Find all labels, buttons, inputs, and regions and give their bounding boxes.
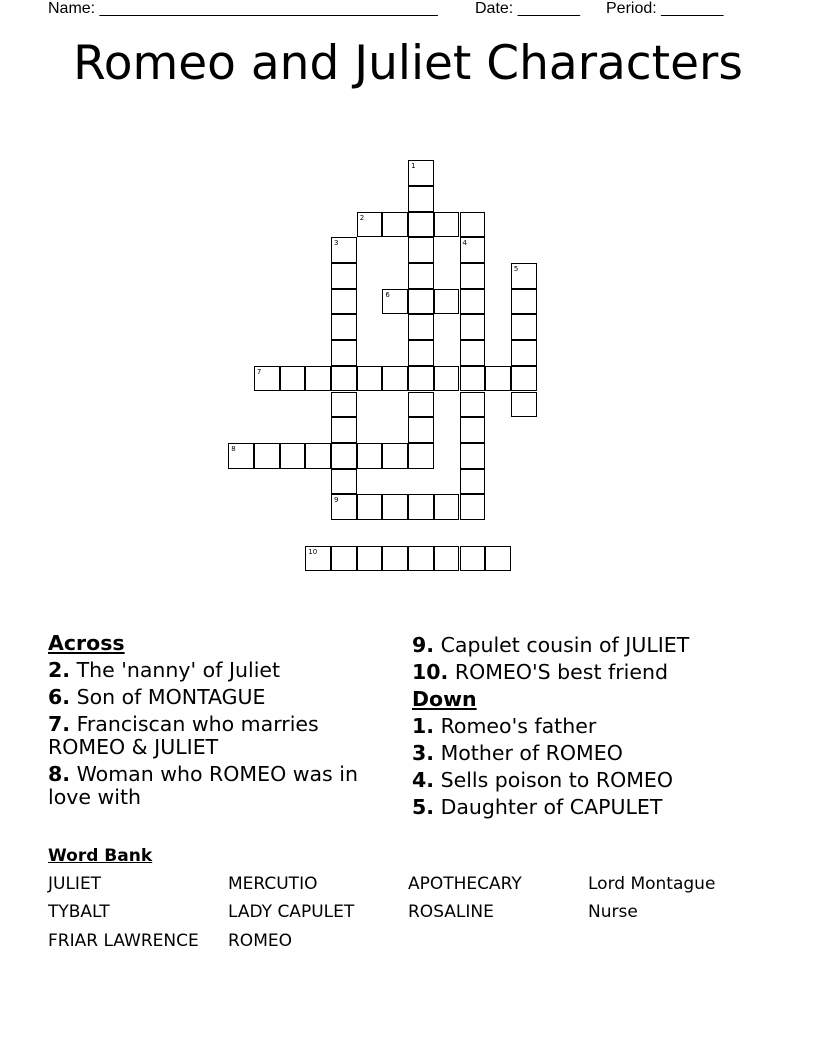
crossword-cell[interactable] bbox=[280, 443, 306, 469]
down-heading: Down bbox=[412, 687, 477, 711]
crossword-cell[interactable] bbox=[408, 340, 434, 366]
crossword-cell[interactable] bbox=[408, 263, 434, 289]
crossword-cell[interactable] bbox=[357, 494, 383, 520]
clue-item bbox=[412, 715, 772, 738]
crossword-cell[interactable] bbox=[331, 494, 357, 520]
clue-text: Sells poison to ROMEO bbox=[434, 768, 674, 792]
clue-number-label: 1. bbox=[412, 714, 435, 738]
crossword-cell[interactable] bbox=[408, 494, 434, 520]
clue-text: The 'nanny' of Juliet bbox=[70, 658, 281, 682]
crossword-cell[interactable] bbox=[254, 366, 280, 392]
clue-item bbox=[48, 763, 388, 809]
crossword-cell[interactable] bbox=[331, 340, 357, 366]
clue-number-label: 6. bbox=[48, 685, 71, 709]
clue-number-label: 7. bbox=[48, 712, 71, 736]
word-bank-entry: ROSALINE bbox=[408, 902, 494, 922]
across-heading: Across bbox=[48, 631, 125, 655]
crossword-cell[interactable] bbox=[408, 314, 434, 340]
across-clue-list-continued bbox=[412, 634, 772, 684]
clue-number: 10 bbox=[308, 547, 318, 556]
clue-text: Romeo's father bbox=[434, 714, 597, 738]
clue-number-label: 8. bbox=[48, 762, 71, 786]
crossword-cell[interactable] bbox=[408, 443, 434, 469]
crossword-cell[interactable] bbox=[511, 314, 537, 340]
crossword-cell[interactable] bbox=[331, 314, 357, 340]
crossword-cell[interactable] bbox=[511, 392, 537, 418]
clue-number: 1 bbox=[411, 162, 416, 171]
crossword-cell[interactable] bbox=[460, 314, 486, 340]
crossword-cell[interactable] bbox=[305, 443, 331, 469]
clue-item bbox=[48, 686, 388, 709]
crossword-cell[interactable] bbox=[357, 212, 383, 238]
crossword-cell[interactable] bbox=[331, 289, 357, 315]
word-bank-entry: TYBALT bbox=[48, 902, 110, 922]
crossword-cell[interactable] bbox=[485, 546, 511, 572]
clue-item bbox=[412, 796, 772, 819]
clue-number-label: 4. bbox=[412, 768, 435, 792]
crossword-cell[interactable] bbox=[382, 212, 408, 238]
crossword-cell[interactable] bbox=[511, 263, 537, 289]
crossword-cell[interactable] bbox=[331, 237, 357, 263]
crossword-cell[interactable] bbox=[408, 160, 434, 186]
crossword-cell[interactable] bbox=[280, 366, 306, 392]
crossword-cell[interactable] bbox=[408, 237, 434, 263]
across-clues-column bbox=[48, 630, 388, 809]
crossword-cell[interactable] bbox=[382, 366, 408, 392]
crossword-cell[interactable] bbox=[460, 469, 486, 495]
crossword-cell[interactable] bbox=[434, 366, 460, 392]
crossword-cell[interactable] bbox=[331, 417, 357, 443]
word-bank-entry: JULIET bbox=[48, 874, 102, 894]
crossword-cell[interactable] bbox=[408, 546, 434, 572]
word-bank-entry: Nurse bbox=[588, 902, 638, 922]
word-bank-entry: APOTHECARY bbox=[408, 874, 522, 894]
clue-text: Franciscan who marries ROMEO & JULIET bbox=[48, 712, 319, 759]
crossword-cell[interactable] bbox=[460, 417, 486, 443]
clue-text: Woman who ROMEO was in love with bbox=[48, 762, 358, 809]
clue-number: 3 bbox=[334, 239, 339, 248]
crossword-cell[interactable] bbox=[460, 392, 486, 418]
across-clue-list bbox=[48, 659, 388, 809]
crossword-cell[interactable] bbox=[511, 366, 537, 392]
clue-text: Daughter of CAPULET bbox=[434, 795, 663, 819]
clue-number-label: 3. bbox=[412, 741, 435, 765]
clue-number: 4 bbox=[462, 239, 467, 248]
crossword-cell[interactable] bbox=[408, 417, 434, 443]
crossword-cell[interactable] bbox=[382, 443, 408, 469]
crossword-cell[interactable] bbox=[434, 494, 460, 520]
clue-number: 5 bbox=[513, 265, 519, 273]
crossword-cell[interactable] bbox=[331, 469, 357, 495]
clue-item bbox=[48, 659, 388, 682]
crossword-cell[interactable] bbox=[460, 263, 486, 289]
word-bank-entry: ROMEO bbox=[228, 931, 292, 951]
clue-number-label: 9. bbox=[412, 633, 435, 657]
crossword-cell[interactable] bbox=[460, 443, 486, 469]
clue-number-label: 2. bbox=[48, 658, 71, 682]
crossword-cell[interactable] bbox=[434, 546, 460, 572]
crossword-cell[interactable] bbox=[511, 340, 537, 366]
clue-item bbox=[48, 713, 388, 759]
crossword-cell[interactable] bbox=[357, 443, 383, 469]
crossword-cell[interactable] bbox=[460, 494, 486, 520]
word-bank-entry: LADY CAPULET bbox=[228, 902, 355, 922]
crossword-cell[interactable] bbox=[254, 443, 280, 469]
crossword-cell[interactable] bbox=[331, 546, 357, 572]
period-field[interactable]: Period: _______ bbox=[606, 0, 724, 17]
clue-number: 2 bbox=[359, 213, 365, 222]
crossword-cell[interactable] bbox=[460, 546, 486, 572]
crossword-cell[interactable] bbox=[357, 546, 383, 572]
worksheet-title: Romeo and Juliet Characters bbox=[73, 36, 743, 91]
crossword-cell[interactable] bbox=[460, 289, 486, 315]
crossword-cell[interactable] bbox=[331, 366, 357, 392]
date-field[interactable]: Date: _______ bbox=[475, 0, 580, 17]
right-clues-column bbox=[412, 630, 772, 819]
clue-text: Son of MONTAGUE bbox=[70, 685, 266, 709]
word-bank-entry: FRIAR LAWRENCE bbox=[48, 931, 199, 951]
crossword-cell[interactable] bbox=[305, 366, 331, 392]
crossword-cell[interactable] bbox=[460, 212, 486, 238]
crossword-cell[interactable] bbox=[460, 237, 486, 263]
crossword-cell[interactable] bbox=[331, 392, 357, 418]
clue-number: 7 bbox=[256, 367, 262, 376]
clue-number: 9 bbox=[334, 496, 339, 505]
crossword-cell[interactable] bbox=[408, 289, 434, 315]
word-bank-entry: Lord Montague bbox=[588, 874, 716, 894]
crossword-cell[interactable] bbox=[460, 340, 486, 366]
clue-number-label: 10. bbox=[412, 660, 449, 684]
clue-item bbox=[412, 661, 772, 684]
crossword-cell[interactable] bbox=[408, 392, 434, 418]
clue-item bbox=[412, 742, 772, 765]
name-field[interactable]: Name: ______________________________________ bbox=[48, 0, 438, 17]
clue-number: 8 bbox=[231, 444, 236, 453]
clue-text: Mother of ROMEO bbox=[434, 741, 623, 765]
down-clue-list bbox=[412, 715, 772, 819]
crossword-cell[interactable] bbox=[408, 212, 434, 238]
clue-item bbox=[412, 634, 772, 657]
crossword-cell[interactable] bbox=[305, 546, 331, 572]
crossword-cell[interactable] bbox=[460, 366, 486, 392]
crossword-cell[interactable] bbox=[434, 212, 460, 238]
crossword-cell[interactable] bbox=[408, 186, 434, 212]
word-bank-title: Word Bank bbox=[48, 846, 153, 866]
crossword-cell[interactable] bbox=[357, 366, 383, 392]
clue-number: 6 bbox=[385, 290, 390, 299]
crossword-cell[interactable] bbox=[434, 289, 460, 315]
crossword-cell[interactable] bbox=[382, 494, 408, 520]
crossword-cell[interactable] bbox=[228, 443, 254, 469]
clue-item bbox=[412, 769, 772, 792]
clue-text: ROMEO'S best friend bbox=[448, 660, 668, 684]
crossword-cell[interactable] bbox=[331, 443, 357, 469]
clue-text: Capulet cousin of JULIET bbox=[434, 633, 690, 657]
crossword-cell[interactable] bbox=[382, 546, 408, 572]
crossword-cell[interactable] bbox=[511, 289, 537, 315]
crossword-cell[interactable] bbox=[485, 366, 511, 392]
crossword-cell[interactable] bbox=[382, 289, 408, 315]
word-bank-entry: MERCUTIO bbox=[228, 874, 318, 894]
crossword-cell[interactable] bbox=[408, 366, 434, 392]
crossword-cell[interactable] bbox=[331, 263, 357, 289]
clue-number-label: 5. bbox=[412, 795, 435, 819]
